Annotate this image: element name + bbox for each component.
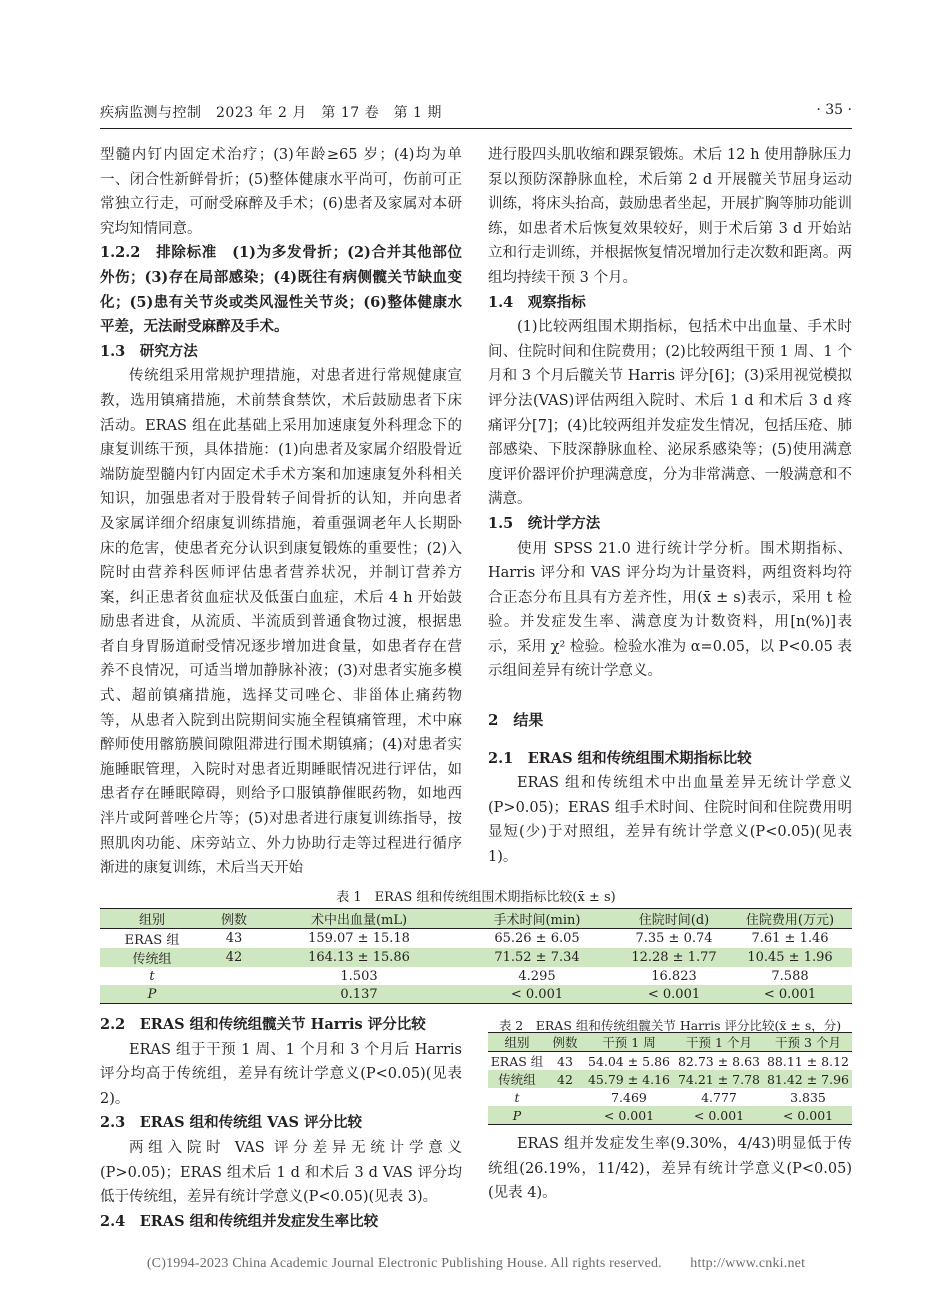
table-row xyxy=(488,1106,852,1125)
cell: 4.777 xyxy=(701,1089,737,1105)
table2 xyxy=(488,1032,852,1125)
lower-left-column xyxy=(100,1013,462,1234)
cell: t xyxy=(149,968,155,984)
paragraph: 使用 SPSS 21.0 进行统计学分析。围术期指标、Harris 评分和 VAS 评分均为计量资料，两组资料均符合正态分布且具有方差齐性，用(x̄ ± s)表示，采用 t 检验。并发症发生率、满意度为计数资料，用[n(%)]表示，采用 χ² 检验。检验水准为 α=0.05，以 P<0.05 表示组间差异有统计学意义。 xyxy=(488,540,852,680)
cell: 45.79 ± 4.16 xyxy=(587,1071,671,1087)
cell: 10.45 ± 1.96 xyxy=(747,950,833,965)
journal-info: 疾病监测与控制 2023 年 2 月 第 17 卷 第 1 期 xyxy=(100,105,442,121)
header-cell: 住院时间(d) xyxy=(620,909,728,929)
table-row xyxy=(100,985,852,1004)
paragraph: ERAS 组于干预 1 周、1 个月和 3 个月后 Harris 评分均高于传统组，差异有统计学意义(P<0.05)(见表 2)。 xyxy=(100,1041,462,1107)
table-row xyxy=(100,948,852,967)
cell: 传统组 xyxy=(498,1072,536,1087)
cell: ERAS 组 xyxy=(490,1054,544,1069)
spacer xyxy=(488,684,852,708)
cell: 54.04 ± 5.86 xyxy=(587,1053,671,1069)
cell: 81.42 ± 7.96 xyxy=(766,1071,850,1087)
section-heading: 1.5 统计学方法 xyxy=(488,514,601,532)
header-cell: 组别 xyxy=(488,1033,546,1052)
header-cell: 术中出血量(mL) xyxy=(264,909,454,929)
cell: 88.11 ± 8.12 xyxy=(766,1053,850,1069)
section-heading: 1.2.2 排除标准 (1)为多发骨折；(2)合并其他部位外伤；(3)存在局部感染；(4)既往有病侧髋关节缺血变化；(5)患有关节炎或类风湿性关节炎；(6)整体健康水平差，无法耐受麻醉及手术。 xyxy=(100,244,462,336)
section-heading: 1.3 研究方法 xyxy=(100,342,198,360)
table-header-row xyxy=(100,909,852,929)
cell: P xyxy=(488,1106,546,1125)
table1-caption: 表 1 ERAS 组和传统组围术期指标比较(x̄ ± s) xyxy=(336,890,616,905)
lower-right-column xyxy=(488,1132,852,1206)
table-row xyxy=(488,1052,852,1071)
table-row xyxy=(488,1088,852,1106)
cell xyxy=(204,985,264,1004)
cell xyxy=(546,1106,584,1125)
cell: < 0.001 xyxy=(584,1106,674,1125)
cell: 74.21 ± 7.78 xyxy=(677,1071,761,1087)
header-cell: 干预 1 个月 xyxy=(674,1033,764,1052)
cell: < 0.001 xyxy=(620,985,728,1004)
cell: t xyxy=(514,1089,520,1105)
cell: 0.137 xyxy=(264,985,454,1004)
paragraph: (1)比较两组围术期指标，包括术中出血量、手术时间、住院时间和住院费用；(2)比较两组干预 1 周、1 个月和 3 个月后髋关节 Harris 评分[6]；(3)采用视觉模拟评分法(VAS)评估两组入院时、术后 1 d 和术后 3 d 疼痛评分[7]；(4)比较两组并发症发生情况，包括压疮、肺部感染、下肢深静脉血栓、泌尿系感染等；(5)使用满意度评价器评价护理满意度，分为非常满意、一般满意和不满意。 xyxy=(488,319,852,508)
cell: 7.588 xyxy=(771,968,809,984)
header-rule xyxy=(100,128,852,129)
spacer xyxy=(488,733,852,747)
table-row xyxy=(100,967,852,985)
cell: 4.295 xyxy=(518,968,556,984)
table-row xyxy=(100,929,852,949)
cell: 7.61 ± 1.46 xyxy=(751,931,829,946)
cell: ERAS 组 xyxy=(124,933,180,948)
cell: 43 xyxy=(557,1053,573,1069)
table-header-row xyxy=(488,1033,852,1052)
cell: 71.52 ± 7.34 xyxy=(494,950,580,965)
results-heading: 2 结果 xyxy=(488,711,544,730)
table1 xyxy=(100,908,852,1004)
header-cell: 例数 xyxy=(546,1033,584,1052)
cell: < 0.001 xyxy=(728,985,852,1004)
cell: 1.503 xyxy=(340,968,378,984)
header-cell: 干预 1 周 xyxy=(584,1033,674,1052)
cell: < 0.001 xyxy=(764,1106,852,1125)
page-number: · 35 · xyxy=(816,102,852,118)
cell: 82.73 ± 8.63 xyxy=(677,1053,761,1069)
cell: 12.28 ± 1.77 xyxy=(631,950,717,965)
section-heading: 2.2 ERAS 组和传统组髋关节 Harris 评分比较 xyxy=(100,1016,426,1033)
cell: 42 xyxy=(557,1071,573,1087)
cell: 164.13 ± 15.86 xyxy=(308,950,410,965)
table2-caption: 表 2 ERAS 组和传统组髋关节 Harris 评分比较(x̄ ± s，分) xyxy=(498,1018,842,1033)
cell: < 0.001 xyxy=(674,1106,764,1125)
section-heading: 2.1 ERAS 组和传统组围术期指标比较 xyxy=(488,749,752,767)
section-heading: 2.4 ERAS 组和传统组并发症发生率比较 xyxy=(100,1212,379,1230)
left-column xyxy=(100,143,462,881)
cell: 16.823 xyxy=(651,968,697,984)
cell: 42 xyxy=(225,950,243,965)
cell: 7.35 ± 0.74 xyxy=(635,931,713,946)
table-row xyxy=(488,1070,852,1088)
header-cell: 干预 3 个月 xyxy=(764,1033,852,1052)
cell: P xyxy=(100,985,204,1004)
cell: 3.835 xyxy=(790,1089,826,1105)
header-cell: 手术时间(min) xyxy=(454,909,620,929)
cell xyxy=(204,967,264,985)
header-cell: 组别 xyxy=(100,909,204,929)
paragraph: 两组入院时 VAS 评分差异无统计学意义(P>0.05)；ERAS 组术后 1 d 和术后 3 d VAS 评分均低于传统组，差异有统计学意义(P<0.05)(见表 3)。 xyxy=(100,1139,462,1206)
cell: 7.469 xyxy=(611,1089,647,1105)
cell xyxy=(546,1088,584,1106)
section-heading: 1.4 观察指标 xyxy=(488,293,586,311)
paragraph: 型髓内钉内固定术治疗；(3)年龄≥65 岁；(4)均为单一、闭合性新鲜骨折；(5)整体健康水平尚可，伤前可正常独立行走，可耐受麻醉及手术；(6)患者及家属对本研究均知情同意。 xyxy=(100,147,462,237)
paragraph: ERAS 组和传统组术中出血量差异无统计学意义(P>0.05)；ERAS 组手术时间、住院时间和住院费用明显短(少)于对照组，差异有统计学意义(P<0.05)(见表 1)。 xyxy=(488,775,852,866)
cell: < 0.001 xyxy=(454,985,620,1004)
cell: 43 xyxy=(225,931,243,946)
paragraph: ERAS 组并发症发生率(9.30%，4/43)明显低于传统组(26.19%，11/42)，差异有统计学意义(P<0.05)(见表 4)。 xyxy=(488,1136,852,1202)
right-column xyxy=(488,143,852,870)
header-cell: 例数 xyxy=(204,909,264,929)
paragraph: 进行股四头肌收缩和踝泵锻炼。术后 12 h 使用静脉压力泵以预防深静脉血栓，术后第 2 d 开展髋关节屈身运动训练，将床头抬高，鼓励患者坐起，开展扩胸等肺功能训练，如患者术后恢复效果较好，则于术后第 3 d 开始站立和行走训练，并根据恢复情况增加行走次数和距离。两组均持续干预 3 个月。 xyxy=(488,147,852,286)
cell: 65.26 ± 6.05 xyxy=(494,931,580,946)
cell: 传统组 xyxy=(132,952,172,967)
paragraph: 传统组采用常规护理措施，对患者进行常规健康宣教，选用镇痛措施，术前禁食禁饮，术后鼓励患者下床活动。ERAS 组在此基础上采用加速康复外科理念下的康复训练干预，具体措施：(1)向患者及家属介绍股骨近端防旋型髓内钉内固定术手术方案和加速康复外科相关知识，加强患者对于股骨转子间骨折的认知，并向患者及家属详细介绍康复训练措施，着重强调老年人长期卧床的危害，使患者充分认识到康复锻炼的重要性；(2)入院时由营养科医师评估患者营养状况，并制订营养方案，纠正患者贫血症状及低蛋白血症，术后 4 h 开始鼓励患者进食，从流质、半流质到普通食物过渡，根据患者自身胃肠道耐受情况逐步增加进食量，如患者存在营养不良情况，可适当增加静脉补液；(3)对患者实施多模式、超前镇痛措施，选择艾司唑仑、非甾体止痛药物等，从患者入院到出院期间实施全程镇痛管理，术中麻醉师使用髂筋膜间隙阻滞进行围术期镇痛；(4)对患者实施睡眠管理，入院时对患者近期睡眠情况进行评估，如患者存在睡眠障碍，则给予口服镇静催眠药物，如地西泮片或阿普唑仑片等；(5)对患者进行康复训练指导，按照肌肉功能、床旁站立、外力协助行走等过程进行循序渐进的康复训练，术后当天开始 xyxy=(100,368,462,877)
section-heading: 2.3 ERAS 组和传统组 VAS 评分比较 xyxy=(100,1114,363,1132)
cell: 159.07 ± 15.18 xyxy=(308,931,410,946)
header-cell: 住院费用(万元) xyxy=(728,909,852,929)
copyright-footer: (C)1994-2023 China Academic Journal Electronic Publishing House. All rights reserved. http://www.cnki.net xyxy=(146,1256,806,1271)
running-header xyxy=(100,102,852,124)
